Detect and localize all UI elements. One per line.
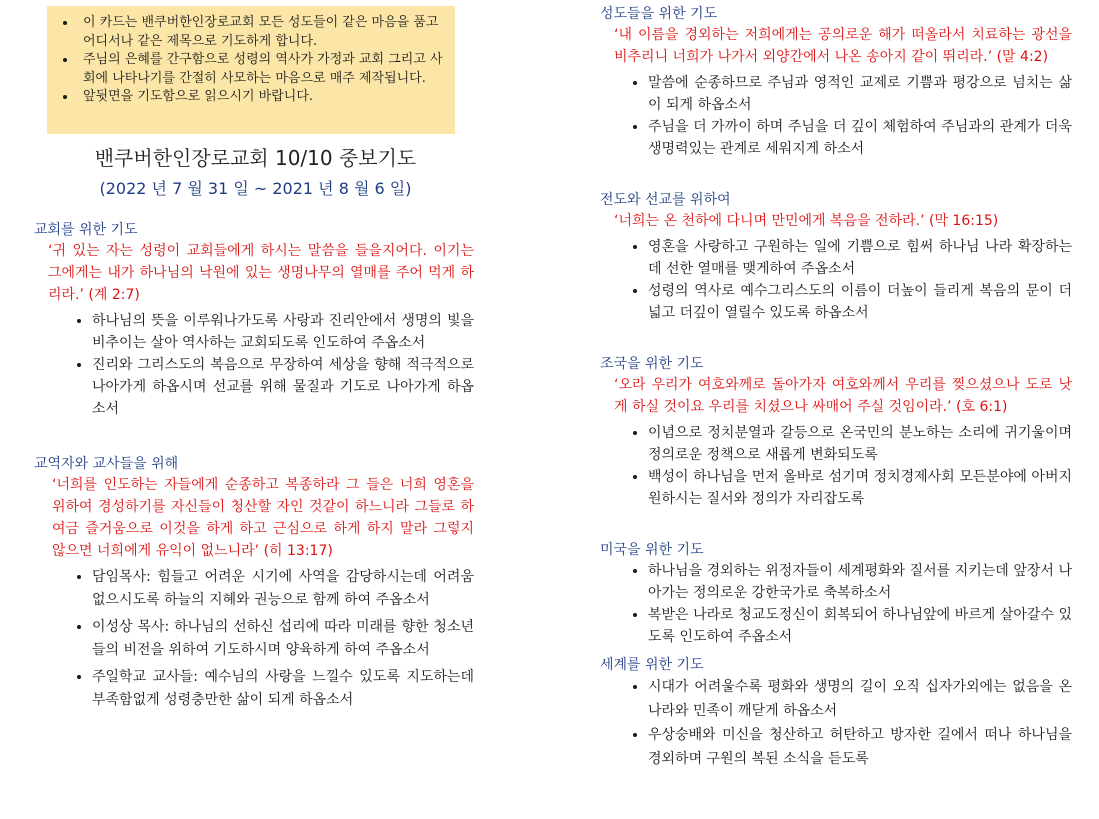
section-items [600, 422, 1072, 510]
section-items [600, 72, 1072, 160]
prayer-item: • 이념으로 정치분열과 갈등으로 온국민의 분노하는 소리에 귀기울이며 정의로운 정책으로 새롭게 변화되도록 [648, 422, 1072, 466]
prayer-item: • 진리와 그리스도의 복음으로 무장하여 세상을 향해 적극적으로 나아가게 하옵시며 선교를 위해 물질과 기도로 나아가게 하옵소서 [92, 354, 474, 420]
section-items [34, 566, 474, 712]
section-heading: 조국을 위한 기도 [600, 356, 704, 372]
notice-list [47, 6, 455, 107]
section-items [34, 310, 474, 420]
section-verse: ‘내 이름을 경외하는 저희에게는 공의로운 해가 떠올라서 치료하는 광선을 비추리니 너희가 나가서 외양간에서 나온 송아지 같이 뛰리라.’ (말 4:2) [614, 27, 1072, 65]
section-items [600, 560, 1072, 648]
section-items [600, 236, 1072, 324]
section-mission [600, 190, 1072, 324]
prayer-item: • 이성상 목사: 하나님의 선하신 섭리에 따라 미래를 향한 청소년들의 비전을 위하여 기도하시며 양육하게 하여 주옵소서 [92, 616, 474, 662]
prayer-item: • 말씀에 순종하므로 주님과 영적인 교제로 기쁨과 평강으로 넘치는 삶이 되게 하옵소서 [648, 72, 1072, 116]
prayer-item: • 주일학교 교사들: 예수님의 사랑을 느낄수 있도록 지도하는데 부족함없게 성령충만한 삶이 되게 하옵소서 [92, 666, 474, 712]
section-verse: ‘너희는 온 천하에 다니며 만민에게 복음을 전하라.’ (막 16:15) [614, 213, 999, 229]
prayer-item: • 백성이 하나님을 먼저 올바로 섬기며 정치경제사회 모든분야에 아버지 원하시는 질서와 정의가 자리잡도록 [648, 466, 1072, 510]
section-heading: 미국을 위한 기도 [600, 542, 704, 558]
notice-item: • 주님의 은혜를 간구함으로 성령의 역사가 가정과 교회 그리고 사회에 나타나기를 간절히 사모하는 마음으로 매주 제작됩니다. [77, 51, 445, 88]
section-verse: ‘귀 있는 자는 성령이 교회들에게 하시는 말씀을 들을지어다. 이기는 그에게는 내가 하나님의 낙원에 있는 생명나무의 열매를 주어 먹게 하리라.’ (계 2:7) [48, 243, 474, 303]
date-range: (2022 년 7 월 31 일 ~ 2021 년 8 월 6 일) [99, 179, 412, 198]
notice-item: • 이 카드는 밴쿠버한인장로교회 모든 성도들이 같은 마음을 품고 어디서나 같은 제목으로 기도하게 합니다. [77, 14, 445, 51]
page-title: 밴쿠버한인장로교회 10/10 중보기도 [94, 146, 417, 170]
prayer-item: • 시대가 어려울수록 평화와 생명의 길이 오직 십자가외에는 없음을 온 나라와 민족이 깨닫게 하옵소서 [648, 675, 1072, 723]
section-heading: 교회를 위한 기도 [34, 222, 138, 238]
section-ministers [34, 454, 474, 712]
prayer-item: • 영혼을 사랑하고 구원하는 일에 기쁨으로 힘써 하나님 나라 확장하는데 선한 열매를 맺게하여 주옵소서 [648, 236, 1072, 280]
section-world [600, 655, 1072, 771]
section-members [600, 4, 1072, 160]
prayer-item: • 우상숭배와 미신을 청산하고 허탄하고 방자한 길에서 떠나 하나님을 경외하며 구원의 복된 소식을 듣도록 [648, 723, 1072, 771]
section-usa [600, 540, 1072, 648]
section-church [34, 220, 474, 420]
section-homeland [600, 354, 1072, 510]
prayer-item: • 하나님의 뜻을 이루워나가도록 사랑과 진리안에서 생명의 빛을 비추이는 살아 역사하는 교회되도록 인도하여 주옵소서 [92, 310, 474, 354]
prayer-item: • 복받은 나라로 청교도정신이 회복되어 하나님앞에 바르게 살아갈수 있도록 인도하여 주옵소서 [648, 604, 1072, 648]
section-heading: 세계를 위한 기도 [600, 657, 704, 673]
prayer-item: • 성령의 역사로 예수그리스도의 이름이 더높이 들리게 복음의 문이 더넓고 더깊이 열릴수 있도록 하옵소서 [648, 280, 1072, 324]
prayer-item: • 담임목사: 힘들고 어려운 시기에 사역을 감당하시는데 어려움 없으시도록 하늘의 지혜와 권능으로 함께 하여 주옵소서 [92, 566, 474, 612]
section-items [600, 675, 1072, 771]
section-heading: 교역자와 교사들을 위해 [34, 456, 179, 472]
section-verse: ‘너희를 인도하는 자들에게 순종하고 복종하라 그 들은 너희 영혼을 위하여 경성하기를 자신들이 청산할 자인 것같이 하느니라 그들로 하여금 즐거움으로 이것을 하게 하고 근심으로 하게 하지 말라 그렇지 않으면 너희에게 유익이 없느니라’ (히 13:17) [52, 477, 474, 559]
section-heading: 성도들을 위한 기도 [600, 6, 718, 22]
prayer-item: • 하나님을 경외하는 위정자들이 세계평화와 질서를 지키는데 앞장서 나아가는 정의로운 강한국가로 축복하소서 [648, 560, 1072, 604]
section-heading: 전도와 선교를 위하여 [600, 192, 731, 208]
prayer-item: • 주님을 더 가까이 하며 주님을 더 깊이 체험하여 주님과의 관계가 더욱 생명력있는 관계로 세워지게 하소서 [648, 116, 1072, 160]
notice-box [47, 6, 455, 134]
section-verse: ‘오라 우리가 여호와께로 돌아가자 여호와께서 우리를 찢으셨으나 도로 낫게 하실 것이요 우리를 치셨으나 싸매어 주실 것임이라.’ (호 6:1) [614, 377, 1072, 415]
notice-item: • 앞뒷면을 기도함으로 읽으시기 바랍니다. [77, 88, 445, 107]
